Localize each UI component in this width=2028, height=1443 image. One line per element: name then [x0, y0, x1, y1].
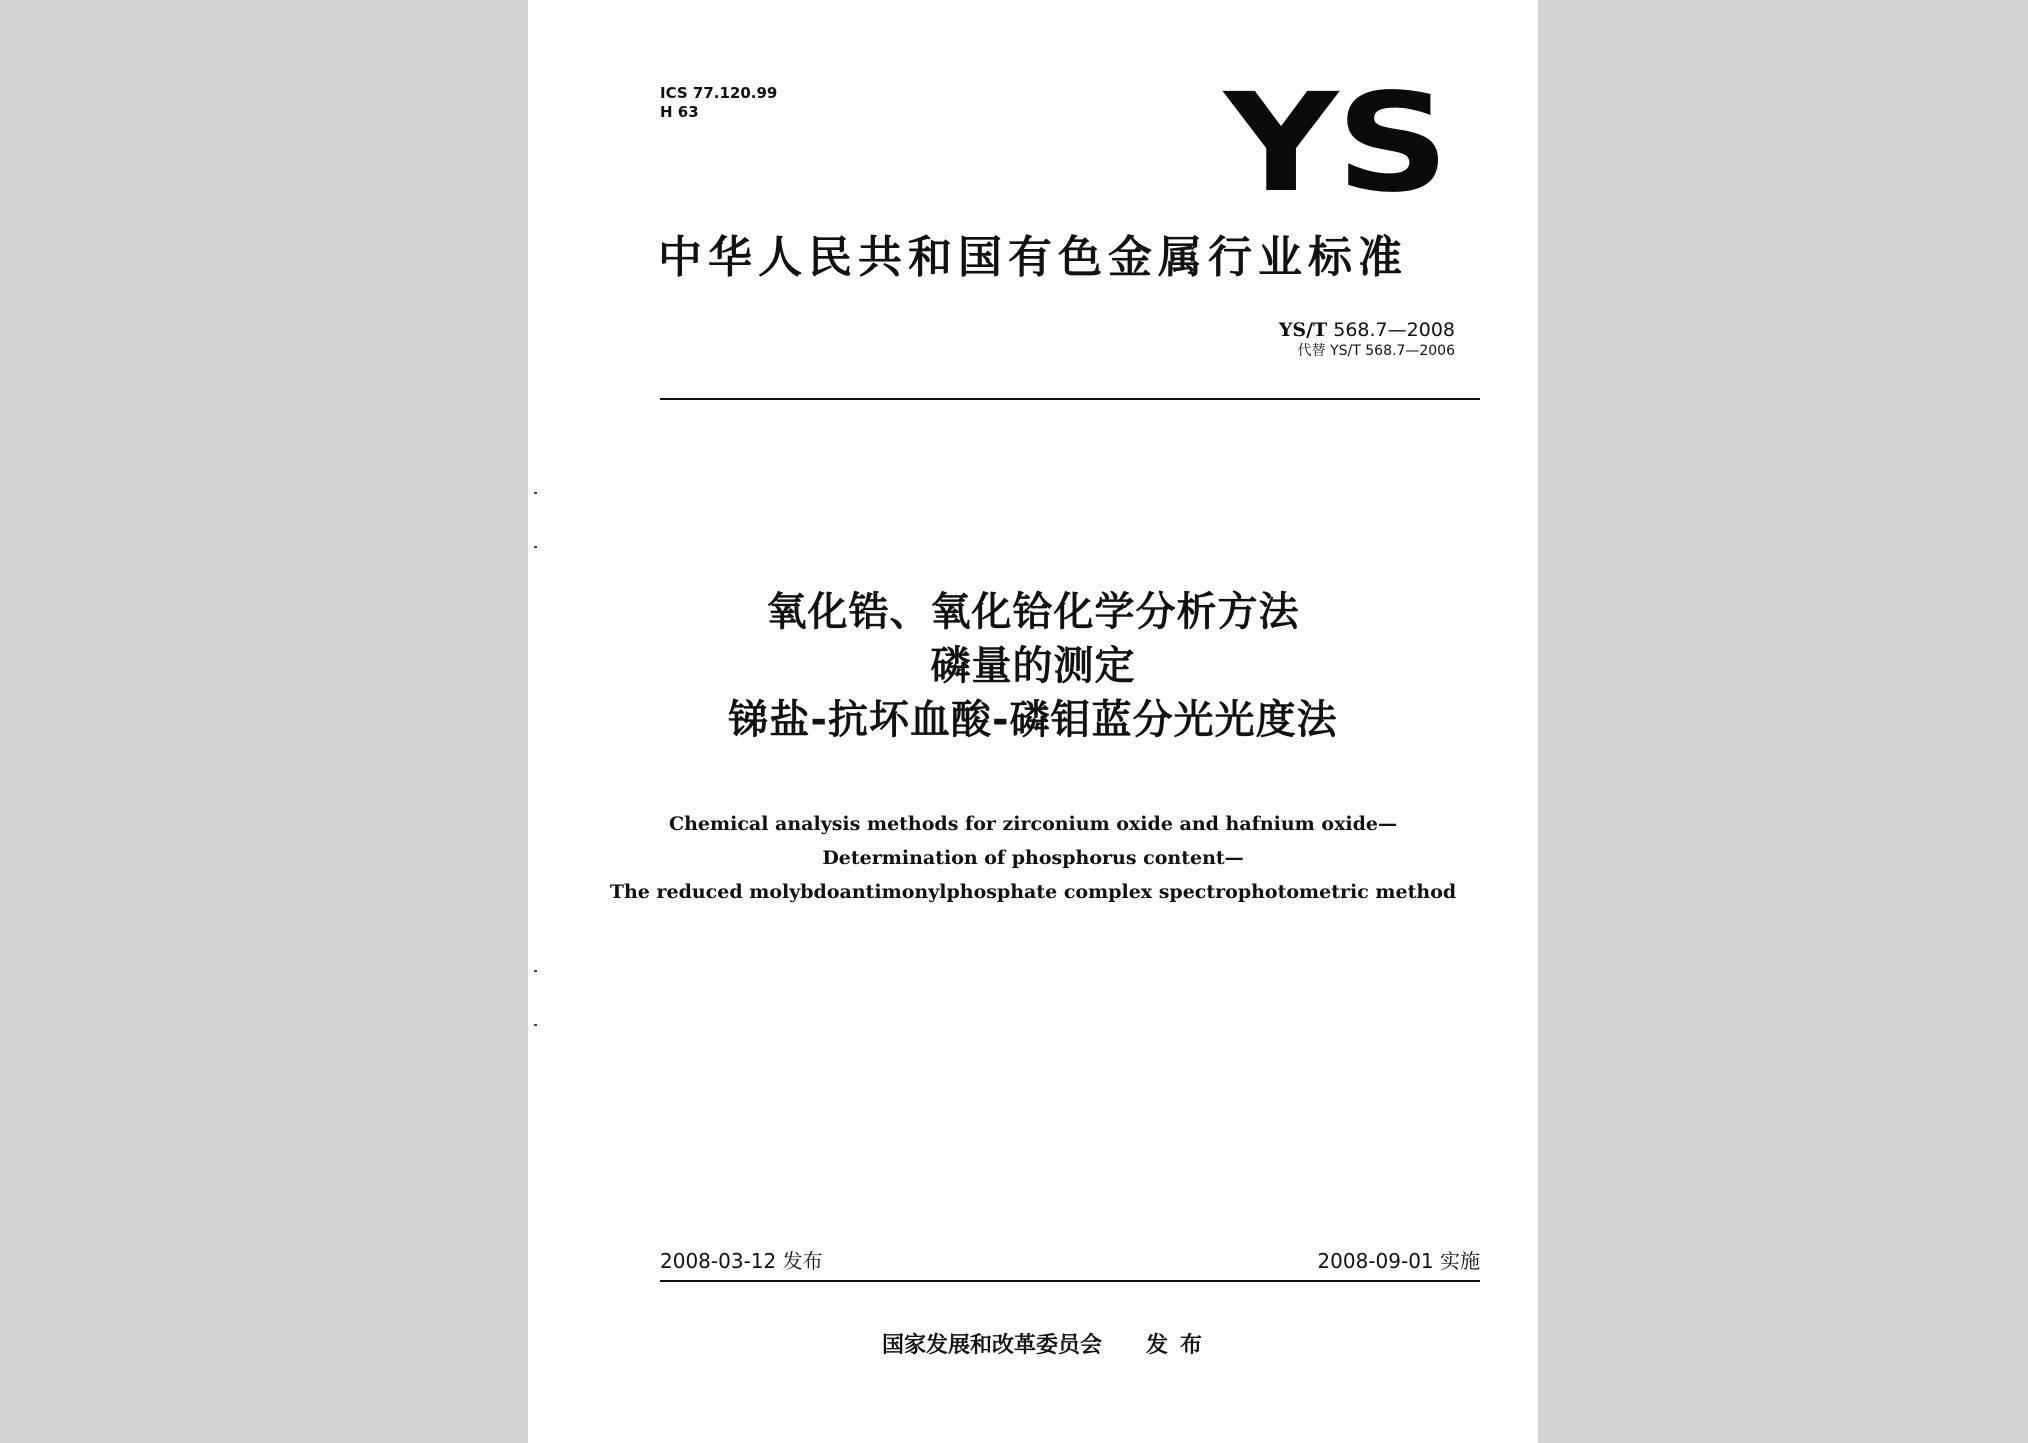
- implement-date: 2008-09-01 实施: [1317, 1249, 1480, 1273]
- document-page: [528, 0, 1538, 1443]
- scan-speck: [534, 1024, 537, 1026]
- publisher-line: [882, 1332, 1214, 1360]
- bottom-divider: [660, 1280, 1480, 1282]
- publisher-name: 国家发展和改革委员会: [882, 1333, 1103, 1358]
- scan-speck: [534, 546, 537, 548]
- english-title-line-2: Determination of phosphorus content—: [822, 847, 1244, 869]
- class-code: H 63: [660, 103, 699, 121]
- english-title-line-3: The reduced molybdoantimonylphosphate complex spectrophotometric method: [609, 881, 1457, 903]
- chinese-title-line-2: 磷量的测定: [930, 643, 1136, 689]
- classification-codes: [660, 84, 777, 122]
- english-title: [528, 807, 1538, 909]
- publisher-issue-label: 发布: [1146, 1333, 1215, 1358]
- ics-code: ICS 77.120.99: [660, 84, 778, 102]
- ys-logo: YS: [1224, 65, 1448, 223]
- issue-date: 2008-03-12 发布: [660, 1249, 823, 1273]
- top-divider: [660, 398, 1480, 400]
- scan-speck: [534, 970, 537, 972]
- standard-number-value: 568.7—2008: [1333, 319, 1455, 341]
- replaces-note: 代替 YS/T 568.7—2006: [1297, 343, 1455, 359]
- chinese-title-line-1: 氧化锆、氧化铪化学分析方法: [766, 589, 1300, 635]
- chinese-title-line-3: 锑盐-抗坏血酸-磷钼蓝分光光度法: [728, 697, 1338, 743]
- standard-number: [1279, 318, 1455, 342]
- standard-title: 中华人民共和国有色金属行业标准: [658, 232, 1408, 283]
- standard-codes: [1279, 318, 1455, 360]
- standard-number-prefix: YS/T: [1278, 319, 1328, 341]
- english-title-line-1: Chemical analysis methods for zirconium oxide and hafnium oxide—: [668, 813, 1397, 835]
- chinese-title: [528, 585, 1538, 747]
- scan-speck: [534, 492, 537, 494]
